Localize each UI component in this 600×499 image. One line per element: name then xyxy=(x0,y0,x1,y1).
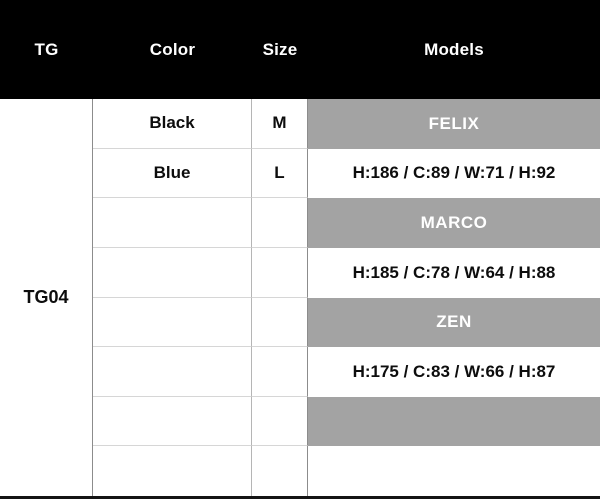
model-specs-cell-empty xyxy=(308,446,600,496)
color-cell-row2: Blue xyxy=(93,149,252,199)
color-cell-row5 xyxy=(93,298,252,348)
size-cell-row1: M xyxy=(252,99,308,149)
color-cell-row6 xyxy=(93,347,252,397)
size-cell-row4 xyxy=(252,248,308,298)
model-name-cell-marco: MARCO xyxy=(308,198,600,248)
color-cell-row3 xyxy=(93,198,252,248)
model-specs-cell-felix: H:186 / C:89 / W:71 / H:92 xyxy=(308,149,600,199)
color-cell-row4 xyxy=(93,248,252,298)
size-cell-row6 xyxy=(252,347,308,397)
model-name-cell-felix: FELIX xyxy=(308,99,600,149)
header-cell-tg: TG xyxy=(34,39,59,59)
model-band-cell-empty xyxy=(308,397,600,447)
header-cell-size: Size xyxy=(262,39,298,59)
model-specs-cell-zen: H:175 / C:83 / W:66 / H:87 xyxy=(308,347,600,397)
model-name-cell-zen: ZEN xyxy=(308,298,600,348)
header-cell-models: Models xyxy=(424,39,484,59)
table-body xyxy=(0,99,600,496)
table-header-row xyxy=(0,0,600,99)
size-cell-row2: L xyxy=(252,149,308,199)
color-cell-row8 xyxy=(93,446,252,496)
color-cell-row7 xyxy=(93,397,252,447)
size-cell-row7 xyxy=(252,397,308,447)
size-cell-row8 xyxy=(252,446,308,496)
color-cell-row1: Black xyxy=(93,99,252,149)
size-cell-row5 xyxy=(252,298,308,348)
model-specs-cell-marco: H:185 / C:78 / W:64 / H:88 xyxy=(308,248,600,298)
tg-group-cell: TG04 xyxy=(0,99,93,496)
header-cell-color: Color xyxy=(149,39,196,59)
size-cell-row3 xyxy=(252,198,308,248)
